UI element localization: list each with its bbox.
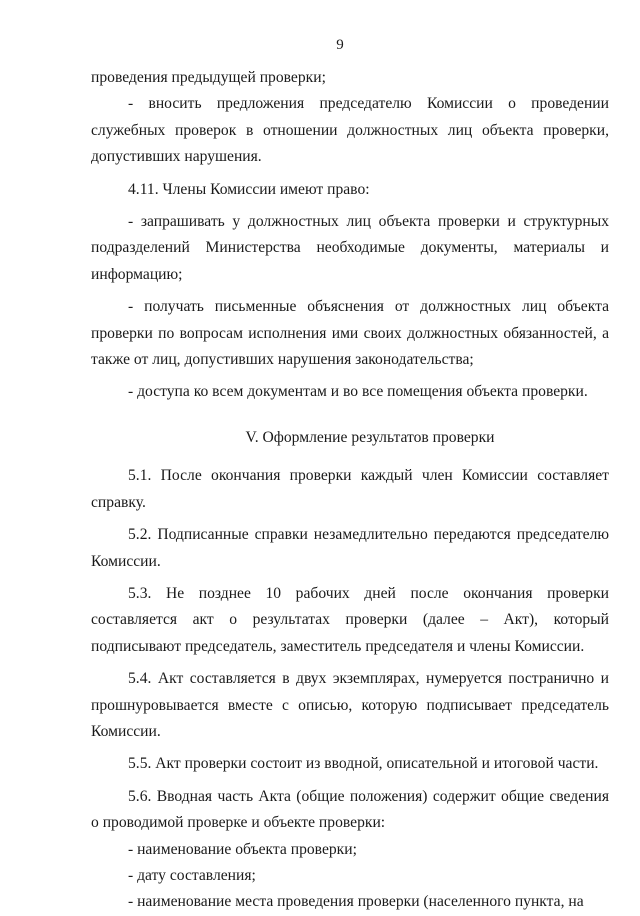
- list-item: - дату составления;: [128, 866, 256, 884]
- paragraph: 5.4. Акт составляется в двух экземплярах, нумеруется постранично и прошнуровывается вместе с описью, которую подписывает председатель Комиссии.: [91, 670, 609, 740]
- paragraph: 5.1. После окончания проверки каждый член Комиссии составляет справку.: [91, 467, 609, 511]
- paragraph: 4.11. Члены Комиссии имеют право:: [128, 180, 370, 198]
- paragraph: 5.3. Не позднее 10 рабочих дней после окончания проверки составляется акт о результатах проверки (далее – Акт), который подписывают председатель, заместитель председателя и члены Комиссии.: [91, 584, 609, 655]
- section-heading: V. Оформление результатов проверки: [245, 428, 495, 446]
- list-item: - наименование объекта проверки;: [128, 840, 357, 858]
- paragraph: - вносить предложения председателю Комиссии о проведении служебных проверок в отношении должностных лиц объекта проверки, допустивших нарушения.: [91, 95, 609, 166]
- list-item: - наименование места проведения проверки (населенного пункта, на: [128, 893, 584, 911]
- paragraph: 5.6. Вводная часть Акта (общие положения) содержит общие сведения о проводимой проверке и объекте проверки:: [91, 787, 609, 832]
- paragraph: - доступа ко всем документам и во все помещения объекта проверки.: [128, 383, 588, 401]
- paragraph: 5.5. Акт проверки состоит из вводной, описательной и итоговой части.: [128, 755, 599, 773]
- page-number: 9: [336, 37, 344, 53]
- paragraph: - получать письменные объяснения от должностных лиц объекта проверки по вопросам исполнения ими своих должностных обязанностей, а также от лиц, допустивших нарушения законодательства;: [91, 298, 609, 369]
- paragraph: - запрашивать у должностных лиц объекта проверки и структурных подразделений Министерства необходимые документы, материалы и информацию;: [91, 213, 609, 283]
- paragraph: 5.2. Подписанные справки незамедлительно передаются председателю Комиссии.: [91, 526, 609, 570]
- document-body: [91, 65, 609, 916]
- paragraph: проведения предыдущей проверки;: [91, 69, 326, 86]
